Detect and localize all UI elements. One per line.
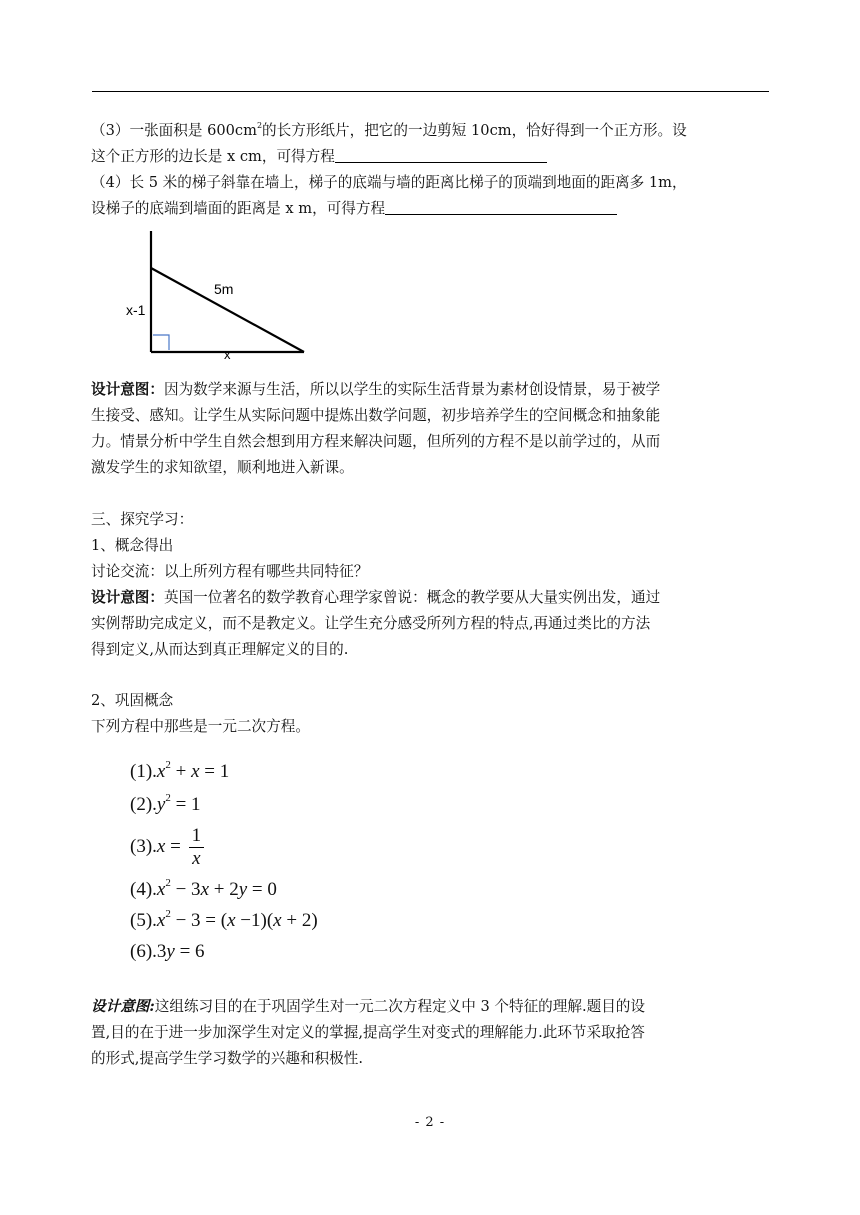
equation-1: $(1).x^2 + x = 1$ — [130, 759, 230, 782]
subsection-heading: 2、巩固概念 — [91, 692, 174, 709]
section-heading: 三、探究学习： — [91, 511, 194, 528]
problem-3-line-2: 这个正方形的边长是 x cm，可得方程 — [91, 144, 771, 170]
section-3-2 — [91, 688, 771, 740]
right-angle-marker — [153, 335, 169, 350]
question-text: 下列方程中那些是一元二次方程。 — [91, 718, 310, 735]
ladder-triangle-figure — [118, 225, 318, 360]
design-intent-label: 设计意图: — [91, 998, 155, 1015]
header-rule — [92, 91, 769, 92]
hypotenuse-label: 5m — [214, 281, 234, 297]
answer-blank-4[interactable] — [385, 198, 617, 215]
problem-4-line-2: 设梯子的底端到墙面的距离是 x m，可得方程 — [91, 196, 771, 222]
design-intent-2: 设计意图:这组练习目的在于巩固学生对一元二次方程定义中 3 个特征的理解.题目的设 置,目的在于进一步加深学生对定义的掌握,提高学生对变式的理解能力.此环节采取抢答 的形式,提高学生学习数学的兴趣和积极性. — [91, 998, 645, 1067]
base-label: x — [224, 347, 231, 360]
equation-3: (3).x = $\frac{1}{x}$ — [130, 825, 204, 870]
page-number: - 2 - — [414, 1115, 446, 1130]
fraction: $\frac{1}{x}$ — [189, 825, 205, 870]
problem-4-line-1: （4）长 5 米的梯子斜靠在墙上，梯子的底端与墙的距离比梯子的顶端到地面的距离多 1m， — [91, 174, 687, 191]
discussion-text: 讨论交流：以上所列方程有哪些共同特征？ — [91, 563, 369, 580]
equation-4: $(4).x^2 - 3x + 2y = 0$ — [130, 877, 277, 900]
equation-2: $(2).y^2 = 1$ — [130, 792, 201, 815]
design-intent-label: 设计意图： — [91, 589, 164, 606]
design-intent-1: 设计意图：因为数学来源与生活，所以以学生的实际生活背景为素材创设情景，易于被学 生接受、感知。让学生从实际问题中提炼出数学问题，初步培养学生的空间概念和抽象能 力。情景分析中学生自然会想到用方程来解决问题，但所列的方程不是以前学过的，从而 激发学生的求知欲望，顺利地进入新课。 — [91, 381, 661, 476]
subsection-heading: 1、概念得出 — [91, 537, 174, 554]
section-3: 三、探究学习： 1、概念得出 讨论交流：以上所列方程有哪些共同特征？ 设计意图：英国一位著名的数学教育心理学家曾说：概念的教学要从大量实例出发，通过 实例帮助完成定义，而不是教定义。让学生充分感受所列方程的特点,再通过类比的方法 得到定义,从而达到真正理解定义的目的. — [91, 507, 771, 663]
answer-blank-3[interactable] — [335, 146, 547, 163]
problem-3 — [91, 118, 771, 170]
problem-4 — [91, 170, 771, 222]
problem-3-line-1: （3）一张面积是 $600cm^2$的长方形纸片，把它的一边剪短 10cm，恰好得到一个正方形。设 — [91, 121, 687, 139]
equation-5: $(5).x^2 - 3 = (x -1)(x + 2)$ — [130, 908, 318, 931]
superscript-2: 2 — [256, 121, 263, 130]
design-intent-label: 设计意图： — [91, 381, 164, 398]
side-label: x-1 — [126, 302, 146, 318]
equation-6: (6).3y = 6 — [130, 941, 205, 962]
